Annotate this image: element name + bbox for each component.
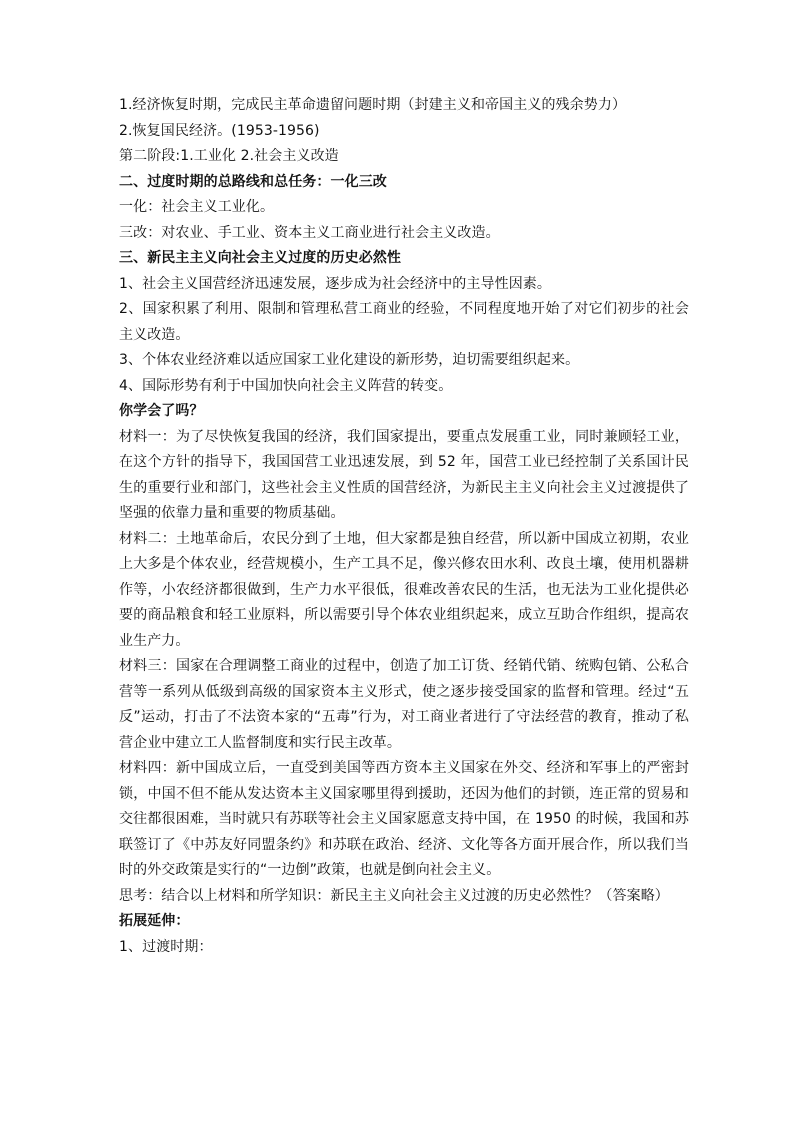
paragraph-restore-economy: 2.恢复国民经济。(1953-1956) <box>119 122 320 139</box>
paragraph-economic-recovery: 1.经济恢复时期，完成民主革命遗留问题时期（封建主义和帝国主义的残余势力） <box>119 97 627 113</box>
paragraph-three-transformations: 三改：对农业、手工业、资本主义工商业进行社会主义改造。 <box>119 224 500 241</box>
material-one: 材料一：为了尽快恢复我国的经济，我们国家提出，要重点发展重工业，同时兼顾轻工业，在这个方针的指导下，我国国营工业迅速发展，到 52 年，国营工业已经控制了关系国计民生的重要行业和部门，这些社会主义性质的国营经济，为新民主主义向社会主义过渡提供了坚强的依靠力量和重要的物质基础。 <box>119 428 689 521</box>
material-two: 材料二：土地革命后，农民分到了土地，但大家都是独自经营，所以新中国成立初期，农业上大多是个体农业，经营规模小，生产工具不足，像兴修农田水利、改良土壤，使用机器耕作等，小农经济都很做到，生产力水平很低，很难改善农民的生活，也无法为工业化提供必要的商品粮食和轻工业原料，所以需要引导个体农业组织起来，成立互助合作组织，提高农业生产力。 <box>119 530 689 649</box>
document-body <box>119 93 689 960</box>
paragraph-think: 思考：结合以上材料和所学知识：新民主主义向社会主义过渡的历史必然性？（答案略） <box>119 887 669 904</box>
paragraph-transition-period: 1、过渡时期： <box>119 938 213 955</box>
heading-historical-necessity: 三、新民主主义向社会主义过度的历史必然性 <box>119 250 401 266</box>
list-item-1: 1、社会主义国营经济迅速发展，逐步成为社会经济中的主导性因素。 <box>119 275 552 292</box>
material-four: 材料四：新中国成立后，一直受到美国等西方资本主义国家在外交、经济和军事上的严密封锁，中国不但不能从发达资本主义国家哪里得到援助，还因为他们的封锁，连正常的贸易和交往都很困难，当时就只有苏联等社会主义国家愿意支持中国，在 1950 的时候，我国和苏联签订了《中苏友好同盟条约》和苏联在政治、经济、文化等各方面开展合作，所以我们当时的外交政策是实行的“一边倒”政策，也就是倒向社会主义。 <box>119 760 689 878</box>
heading-general-line: 二、过度时期的总路线和总任务：一化三改 <box>119 173 387 190</box>
list-item-3: 3、个体农业经济难以适应国家工业化建设的新形势，迫切需要组织起来。 <box>119 352 580 368</box>
heading-extension: 拓展延伸： <box>119 913 190 929</box>
list-item-2: 2、国家积累了利用、限制和管理私营工商业的经验，不同程度地开始了对它们初步的社会主义改造。 <box>119 301 689 343</box>
paragraph-industrialization: 一化：社会主义工业化。 <box>119 199 275 215</box>
material-three: 材料三：国家在合理调整工商业的过程中，创造了加工订货、经销代销、统购包销、公私合营等一系列从低级到高级的国家资本主义形式，使之逐步接受国家的监督和管理。经过“五反”运动，打击了不法资本家的“五毒”行为，对工商业者进行了守法经营的教育，推动了私营企业中建立工人监督制度和实行民主改革。 <box>119 658 689 751</box>
paragraph-second-stage: 第二阶段:1.工业化 2.社会主义改造 <box>119 148 339 164</box>
heading-have-you-learned: 你学会了吗？ <box>119 403 204 419</box>
list-item-4: 4、国际形势有利于中国加快向社会主义阵营的转变。 <box>119 377 453 394</box>
